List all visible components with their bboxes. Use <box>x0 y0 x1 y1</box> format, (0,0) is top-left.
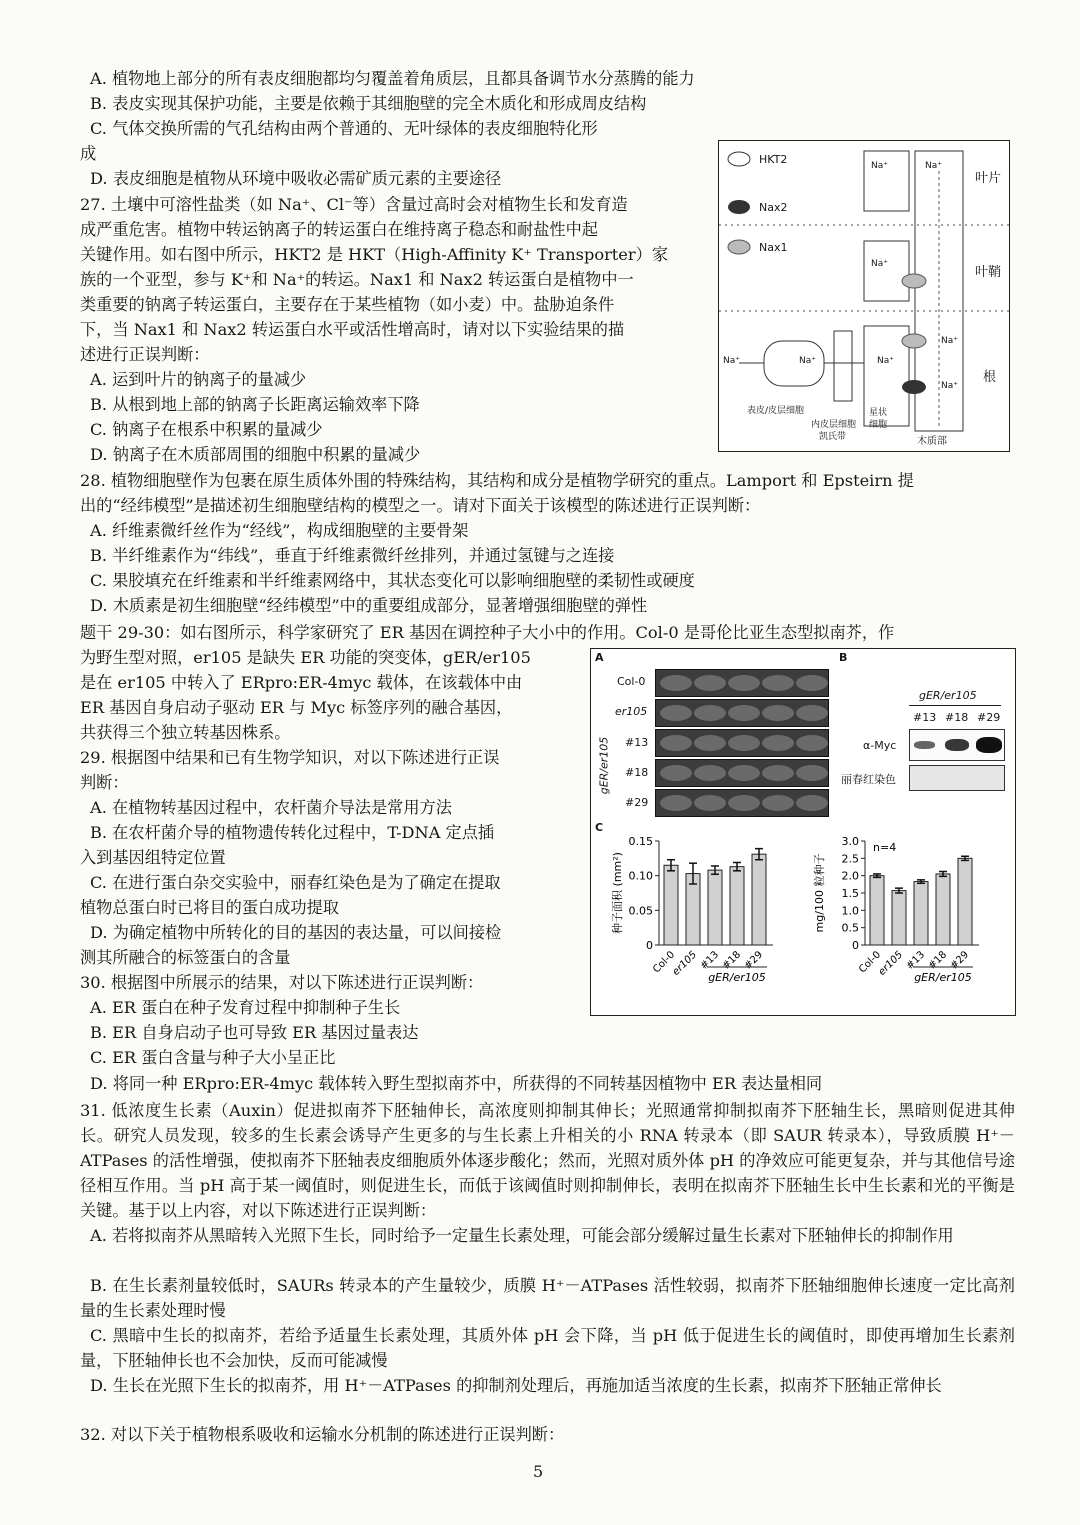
seed <box>694 705 726 721</box>
legend-hkt2: HKT2 <box>759 153 788 166</box>
seed <box>796 795 828 811</box>
seed <box>660 705 692 721</box>
y-tick-label: 0 <box>646 939 653 952</box>
q31-option-d: D. 生长在光照下生长的拟南芥，用 H⁺－ATPases 的抑制剂处理后，再施加适当浓度的生长素，拟南芥下胚轴正常伸长 <box>90 1376 942 1395</box>
q31-stem: 31. 低浓度生长素（Auxin）促进拟南芥下胚轴伸长，高浓度则抑制其伸长；光照通常抑制拟南芥下胚轴生长，黑暗则促进其伸长。研究人员发现，较多的生长素会诱导产生更多的与生长素上升相关的小 RNA 转录本（即 SAUR 转录本），导致质膜 H⁺－ATPases 的活性增强，使拟南芥下胚轴表皮细胞质外体逐步酸化；然而，光照对质外体 pH 的净效应可能更复杂，并与其他信号途径相互作用。当 pH 高于某一阈值时，则促进生长，而低于该阈值时则抑制伸长，表明在拟南芥下胚轴生长中生长素和光的平衡是关键。基于以上内容，对以下陈述进行正误判断： <box>80 1101 1015 1220</box>
y-tick-label: 3.0 <box>841 835 859 848</box>
y-tick-label: 1.5 <box>841 887 859 900</box>
q26-option-a: A. 植物地上部分的所有表皮细胞都均匀覆盖着角质层，且都具备调节水分蒸腾的能力 <box>90 69 695 88</box>
na-xylem-top: Na⁺ <box>925 161 942 171</box>
seed <box>694 765 726 781</box>
blot-row-ponceau: 丽春红染色 <box>841 773 896 786</box>
q27-stem-4: 族的一个亚型，参与 K⁺和 Na⁺的转运。Nax1 和 Nax2 转运蛋白是植物中一 <box>80 270 634 289</box>
seed <box>694 675 726 691</box>
q27-stem-6: 下，当 Nax1 和 Nax2 转运蛋白水平或活性增高时，请对以下实验结果的描 <box>80 320 625 339</box>
bar <box>664 865 678 945</box>
na-root-mid: Na⁺ <box>799 356 816 366</box>
region-sheath: 叶鞘 <box>975 265 1002 280</box>
myc-band <box>976 737 1002 753</box>
bar <box>958 858 972 945</box>
endodermis-cell <box>834 331 852 401</box>
q29-option-c-cont: 植物总蛋白时已将目的蛋白成功提取 <box>80 898 339 917</box>
q31-option-b: B. 在生长素剂量较低时，SAURs 转录本的产生量较少，质膜 H⁺－ATPases 活性较弱，拟南芥下胚轴细胞伸长速度一定比高剂量的生长素处理时慢 <box>80 1276 1015 1320</box>
blot-lane-18: #18 <box>945 711 969 724</box>
bar <box>892 891 906 945</box>
blot-header: gER/er105 <box>919 689 977 702</box>
y-tick-label: 0.15 <box>628 835 653 848</box>
row-label-col0: Col-0 <box>617 675 646 688</box>
seed <box>728 705 760 721</box>
q27-stem-7: 述进行正误判断： <box>80 345 210 364</box>
stem-2930-4: ER 基因自身启动子驱动 ER 与 Myc 标签序列的融合基因， <box>80 698 513 717</box>
label-xylem: 木质部 <box>917 436 947 447</box>
label-casparian: 凯氏带 <box>819 432 847 442</box>
q27-stem-5: 类重要的钠离子转运蛋白，主要存在于某些植物（如小麦）中。盐胁迫条件 <box>80 295 615 314</box>
legend-nax1: Nax1 <box>759 241 788 254</box>
region-root: 根 <box>983 370 997 385</box>
seed <box>660 675 692 691</box>
myc-band <box>914 741 935 749</box>
seed <box>762 795 794 811</box>
legend-nax2: Nax2 <box>759 201 788 214</box>
q29-option-d: D. 为确定植物中所转化的目的基因的表达量，可以间接检 <box>90 923 502 942</box>
seed <box>796 765 828 781</box>
nax2-legend-icon <box>728 200 750 214</box>
q27-option-a: A. 运到叶片的钠离子的量减少 <box>90 370 307 389</box>
na-root-stele: Na⁺ <box>877 356 894 366</box>
label-endodermis: 内皮层细胞 <box>811 420 857 430</box>
page-number: 5 <box>533 1462 544 1481</box>
q27-stem-2: 成严重危害。植物中转运钠离子的转运蛋白在维持离子稳态和耐盐性中起 <box>80 220 598 239</box>
panel-a-group-label: gER/er105 <box>597 736 611 795</box>
q30-option-d: D. 将同一种 ERpro:ER-4myc 载体转入野生型拟南芥中，所获得的不同转基因植物中 ER 表达量相同 <box>90 1074 823 1093</box>
q29-option-d-cont: 测其所融合的标签蛋白的含量 <box>80 948 291 967</box>
seed <box>762 765 794 781</box>
q30-option-a: A. ER 蛋白在种子发育过程中抑制种子生长 <box>90 998 401 1017</box>
y-tick-label: 2.0 <box>841 869 859 883</box>
q32-stem: 32. 对以下关于植物根系吸收和运输水分机制的陈述进行正误判断： <box>80 1425 565 1444</box>
y-tick-label: 0.10 <box>628 869 653 883</box>
stem-2930-3: 是在 er105 中转入了 ERpro:ER-4myc 载体，在该载体中由 <box>80 673 523 692</box>
x-tick-label: #13 <box>904 949 928 973</box>
ponceau-blot <box>909 765 1005 791</box>
seed <box>694 795 726 811</box>
na-root-xylem-1: Na⁺ <box>941 336 958 346</box>
seed <box>728 735 760 751</box>
seed-row-image <box>655 699 829 727</box>
q27-stem-1: 27. 土壤中可溶性盐类（如 Na⁺、Cl⁻等）含量过高时会对植物生长和发育造 <box>80 195 628 214</box>
y-tick-label: 1.0 <box>841 904 859 918</box>
label-epidermis: 表皮/皮层细胞 <box>747 406 805 416</box>
bar <box>914 882 928 945</box>
seed <box>728 765 760 781</box>
q29-option-c: C. 在进行蛋白杂交实验中，丽春红染色是为了确定在提取 <box>90 873 501 892</box>
nax2-transporter-root <box>902 380 926 394</box>
seed <box>796 675 828 691</box>
seed <box>796 735 828 751</box>
x-tick-label: er105 <box>876 949 906 978</box>
blot-lane-13: #13 <box>913 711 937 724</box>
row-label-13: #13 <box>625 736 649 749</box>
seed <box>728 795 760 811</box>
y-tick-label: 0.5 <box>841 921 859 935</box>
hkt2-legend-icon <box>728 152 750 166</box>
q27-option-d: D. 钠离子在木质部周围的细胞中积累的量减少 <box>90 445 421 464</box>
seed-row-image <box>655 759 829 787</box>
bar <box>752 854 766 945</box>
leaf-cell <box>864 151 909 211</box>
seed <box>660 735 692 751</box>
q31-option-a: A. 若将拟南芥从黑暗转入光照下生长，同时给予一定量生长素处理，可能会部分缓解过量生长素对下胚轴伸长的抑制作用 <box>90 1226 954 1245</box>
seed <box>694 735 726 751</box>
q28-option-c: C. 果胶填充在纤维素和半纤维素网络中，其状态变化可以影响细胞壁的柔韧性或硬度 <box>90 571 695 590</box>
seed <box>762 705 794 721</box>
bar <box>936 874 950 945</box>
blot-lane-29: #29 <box>977 711 1001 724</box>
panel-a-label: A <box>595 651 604 664</box>
q31-option-c: C. 黑暗中生长的拟南芥，若给予适量生长素处理，其质外体 pH 会下降，当 pH 低于促进生长的阈值时，即使再增加生长素剂量，下胚轴伸长也不会加快，反而可能减慢 <box>80 1326 1015 1370</box>
myc-blot <box>909 729 1005 761</box>
q27-option-c: C. 钠离子在根系中积累的量减少 <box>90 420 323 439</box>
blot-row-myc: α-Myc <box>863 739 897 752</box>
q27-stem-3: 关键作用。如右图中所示，HKT2 是 HKT（High-Affinity K⁺ Transporter）家 <box>80 245 669 264</box>
q26-option-c-cont: 成 <box>80 144 97 163</box>
q29-option-b-cont: 入到基因组特定位置 <box>80 848 226 867</box>
x-tick-label: #18 <box>926 949 950 973</box>
q28-option-b: B. 半纤维素作为“纬线”，垂直于纤维素微纤丝排列，并通过氢键与之连接 <box>90 546 615 565</box>
stem-2930-5: 共获得三个独立转基因株系。 <box>80 723 291 742</box>
y-tick-label: 0.05 <box>628 904 653 918</box>
seed <box>796 705 828 721</box>
q29-option-b: B. 在农杆菌介导的植物遗传转化过程中，T-DNA 定点插 <box>90 823 495 842</box>
seed-weight-chart <box>809 827 1009 1017</box>
q29-option-a: A. 在植物转基因过程中，农杆菌介导法是常用方法 <box>90 798 452 817</box>
seed <box>660 765 692 781</box>
myc-band <box>945 739 969 751</box>
y-tick-label: 0 <box>852 939 859 952</box>
chart-annotation: n=4 <box>873 841 897 854</box>
q30-option-c: C. ER 蛋白含量与种子大小呈正比 <box>90 1048 336 1067</box>
panel-b-label: B <box>839 651 848 664</box>
x-tick-label: #29 <box>948 949 972 973</box>
na-leaf: Na⁺ <box>871 161 888 171</box>
x-tick-label: er105 <box>670 949 700 978</box>
na-root-xylem-2: Na⁺ <box>941 381 958 391</box>
x-tick-label: #29 <box>742 949 766 973</box>
stem-2930-1: 题干 29-30：如右图所示，科学家研究了 ER 基因在调控种子大小中的作用。Col-0 是哥伦比亚生态型拟南芥，作 <box>80 623 895 642</box>
seed-row-image <box>655 669 829 697</box>
seed-row-image <box>655 729 829 757</box>
label-stellar-1: 星状 <box>869 408 888 418</box>
bar <box>708 870 722 945</box>
row-label-er105: er105 <box>615 705 648 718</box>
sheath-cell <box>864 241 909 301</box>
seed-area-chart <box>609 827 789 1017</box>
q29-stem-1: 29. 根据图中结果和已有生物学知识，对以下陈述进行正误 <box>80 748 500 767</box>
bar <box>730 867 744 945</box>
group-label: gER/er105 <box>708 971 766 984</box>
group-label: gER/er105 <box>914 971 972 984</box>
q26-option-c: C. 气体交换所需的气孔结构由两个普通的、无叶绿体的表皮细胞特化形 <box>90 119 598 138</box>
label-stellar-2: 细胞 <box>869 420 888 430</box>
y-axis-label: mg/100 粒种子 <box>813 853 826 933</box>
sodium-transport-figure <box>718 140 1010 452</box>
row-label-18: #18 <box>625 766 649 779</box>
x-tick-label: Col-0 <box>857 949 884 976</box>
q26-option-d: D. 表皮细胞是植物从环境中吸收必需矿质元素的主要途径 <box>90 169 502 188</box>
y-tick-label: 2.5 <box>841 852 859 866</box>
seed <box>762 675 794 691</box>
seed <box>728 675 760 691</box>
q28-stem-2: 出的“经纬模型”是描述初生细胞壁结构的模型之一。请对下面关于该模型的陈述进行正误判断： <box>80 496 761 515</box>
region-leaf: 叶片 <box>975 171 1002 186</box>
q30-stem: 30. 根据图中所展示的结果，对以下陈述进行正误判断： <box>80 973 484 992</box>
row-label-29: #29 <box>625 796 649 809</box>
q30-option-b: B. ER 自身启动子也可导致 ER 基因过量表达 <box>90 1023 419 1042</box>
q29-stem-2: 判断： <box>80 773 129 792</box>
panel-c-label: C <box>595 821 604 834</box>
nax1-legend-icon <box>728 240 750 254</box>
nax1-transporter-root <box>902 334 926 348</box>
seed <box>762 735 794 751</box>
na-root-out: Na⁺ <box>723 356 740 366</box>
q27-option-b: B. 从根到地上部的钠离子长距离运输效率下降 <box>90 395 420 414</box>
x-tick-label: #18 <box>720 949 744 973</box>
y-axis-label: 种子面积 (mm²) <box>611 852 624 934</box>
q26-option-b: B. 表皮实现其保护功能，主要是依赖于其细胞壁的完全木质化和形成周皮结构 <box>90 94 647 113</box>
q28-option-d: D. 木质素是初生细胞壁“经纬模型”中的重要组成部分，显著增强细胞壁的弹性 <box>90 596 648 615</box>
seed <box>660 795 692 811</box>
na-sheath: Na⁺ <box>871 259 888 269</box>
q28-option-a: A. 纤维素微纤丝作为“经线”，构成细胞壁的主要骨架 <box>90 521 469 540</box>
nax1-transporter-sheath <box>902 274 926 288</box>
x-tick-label: Col-0 <box>651 949 678 976</box>
q28-stem-1: 28. 植物细胞壁作为包裹在原生质体外围的特殊结构，其结构和成分是植物学研究的重点。Lamport 和 Epsteirn 提 <box>80 471 914 490</box>
seed-row-image <box>655 789 829 817</box>
stem-2930-2: 为野生型对照，er105 是缺失 ER 功能的突变体，gER/er105 <box>80 648 531 667</box>
bar <box>870 876 884 945</box>
x-tick-label: #13 <box>698 949 722 973</box>
er-gene-figure <box>590 648 1016 1016</box>
